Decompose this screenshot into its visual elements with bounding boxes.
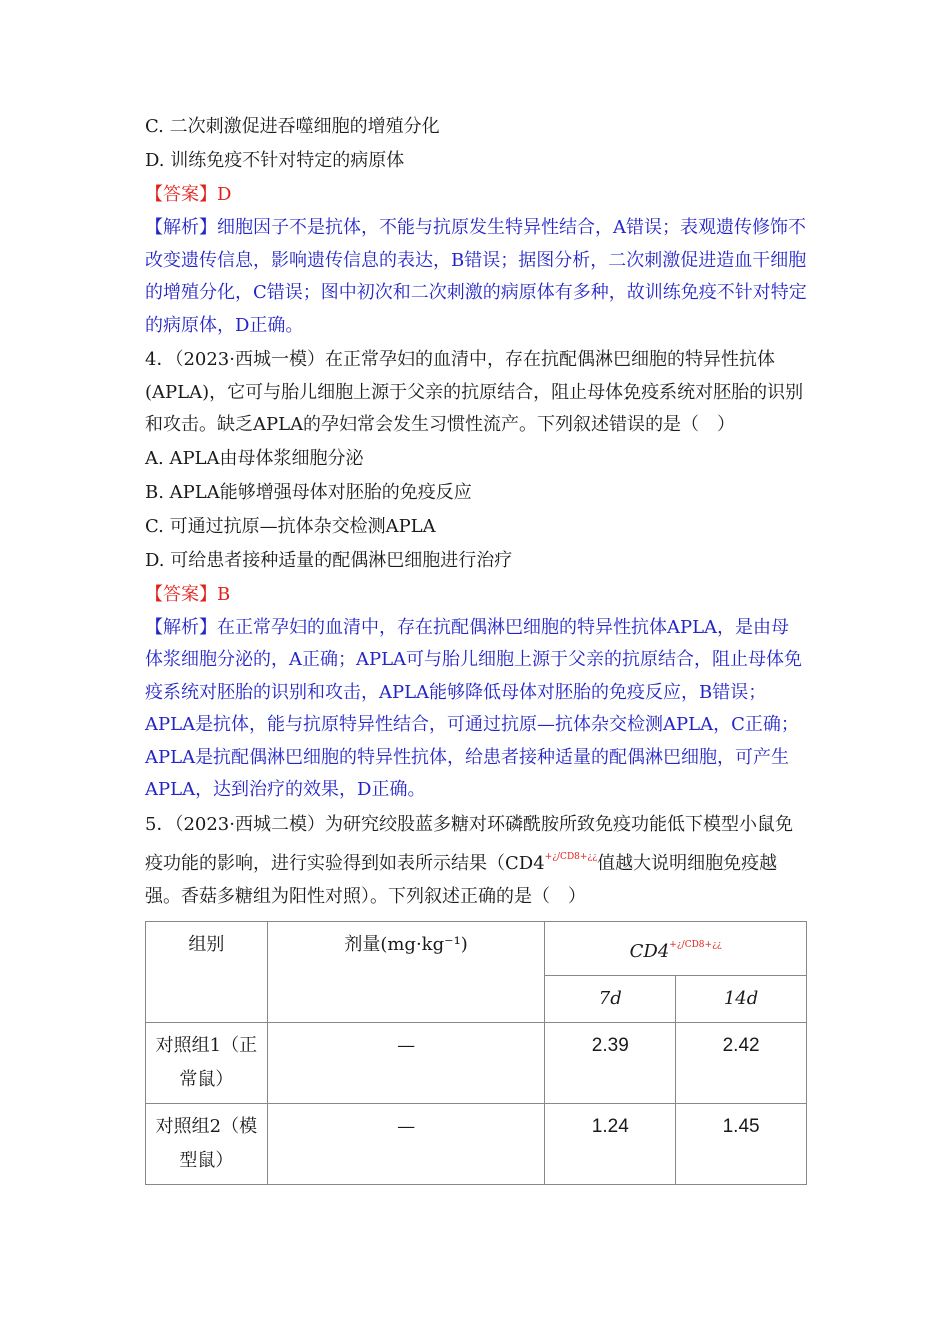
header-group: 组别 <box>146 922 268 1023</box>
header-ratio-sup: +¿/CD8+¿¿ <box>669 940 722 950</box>
q4-answer-line <box>145 578 807 612</box>
header-day14: 14d <box>676 976 807 1023</box>
header-ratio-text: CD4 <box>629 941 670 962</box>
q5-stem-b: 值越大说明细胞免疫越强。香菇多糖组为阳性对照）。下列叙述正确的是（ ） <box>145 853 778 907</box>
cell-group: 对照组1（正常鼠） <box>146 1023 268 1104</box>
answer-value: B <box>217 583 231 605</box>
q4-option-c: C. 可通过抗原—抗体杂交检测APLA <box>145 515 436 537</box>
q4-option-a: A. APLA由母体浆细胞分泌 <box>145 447 364 469</box>
document-page <box>145 110 807 1185</box>
q3-analysis <box>145 212 807 342</box>
q4-stem-b: 的是（ ） <box>645 414 736 435</box>
q4-stem <box>145 344 807 442</box>
header-day7: 7d <box>545 976 676 1023</box>
q4-option-d: D. 可给患者接种适量的配偶淋巴细胞进行治疗 <box>145 549 513 571</box>
analysis-tag: 【解析】 <box>145 217 217 238</box>
q5-stem-a: 5．（2023·西城二模）为研究绞股蓝多糖对环磷酰胺所致免疫功能低下模型小鼠免疫功能的影响，进行实验得到如表所示结果（CD4 <box>145 813 793 874</box>
answer-tag: 【答案】 <box>145 184 217 205</box>
emphasis-mark: 错误 <box>609 414 646 435</box>
q4-option-b: B. APLA能够增强母体对胚胎的免疫反应 <box>145 481 472 503</box>
q3-option-d: D. 训练免疫不针对特定的病原体 <box>145 150 405 171</box>
answer-value: D <box>217 184 232 205</box>
cell-day14: 1.45 <box>676 1104 807 1185</box>
cell-dose: — <box>267 1104 545 1185</box>
q5-stem-sup: +¿/CD8+¿¿ <box>544 852 598 862</box>
q3-answer-line <box>145 178 807 212</box>
cell-day14: 2.42 <box>676 1023 807 1104</box>
cell-day7: 1.24 <box>545 1104 676 1185</box>
table-row <box>146 1023 807 1104</box>
cell-day7: 2.39 <box>545 1023 676 1104</box>
answer-tag: 【答案】 <box>145 583 217 605</box>
q4-analysis <box>145 612 807 807</box>
analysis-tag: 【解析】 <box>145 616 217 638</box>
header-dose: 剂量(mg·kg⁻¹) <box>267 922 545 1023</box>
q4-stem-a: 4．（2023·西城一模）在正常孕妇的血清中，存在抗配偶淋巴细胞的特异性抗体(APLA)，它可与胎儿细胞上源于父亲的抗原结合，阻止母体免疫系统对胚胎的识别和攻击。缺乏APLA的孕妇常会发生习惯性流产。下列叙述 <box>145 349 804 435</box>
cell-dose: — <box>267 1023 545 1104</box>
q3-option-c: C. 二次刺激促进吞噬细胞的增殖分化 <box>145 116 440 137</box>
q5-stem <box>145 809 807 914</box>
header-ratio <box>545 922 807 976</box>
table-row <box>146 1104 807 1185</box>
analysis-text: 在正常孕妇的血清中，存在抗配偶淋巴细胞的特异性抗体APLA，是由母体浆细胞分泌的，A正确；APLA可与胎儿细胞上源于父亲的抗原结合，阻止母体免疫系统对胚胎的识别和攻击，APLA能够降低母体对胚胎的免疫反应，B错误；APLA是抗体，能与抗原特异性结合，可通过抗原—抗体杂交检测APLA，C正确；APLA是抗配偶淋巴细胞的特异性抗体，给患者接种适量的配偶淋巴细胞，可产生APLA，达到治疗的效果，D正确。 <box>145 616 803 800</box>
cell-group: 对照组2（模型鼠） <box>146 1104 268 1185</box>
analysis-text: 细胞因子不是抗体，不能与抗原发生特异性结合，A错误；表观遗传修饰不改变遗传信息，影响遗传信息的表达，B错误；据图分析，二次刺激促进造血干细胞的增殖分化，C错误；图中初次和二次刺激的病原体有多种，故训练免疫不针对特定的病原体，D正确。 <box>145 217 807 336</box>
results-table <box>145 921 807 1185</box>
